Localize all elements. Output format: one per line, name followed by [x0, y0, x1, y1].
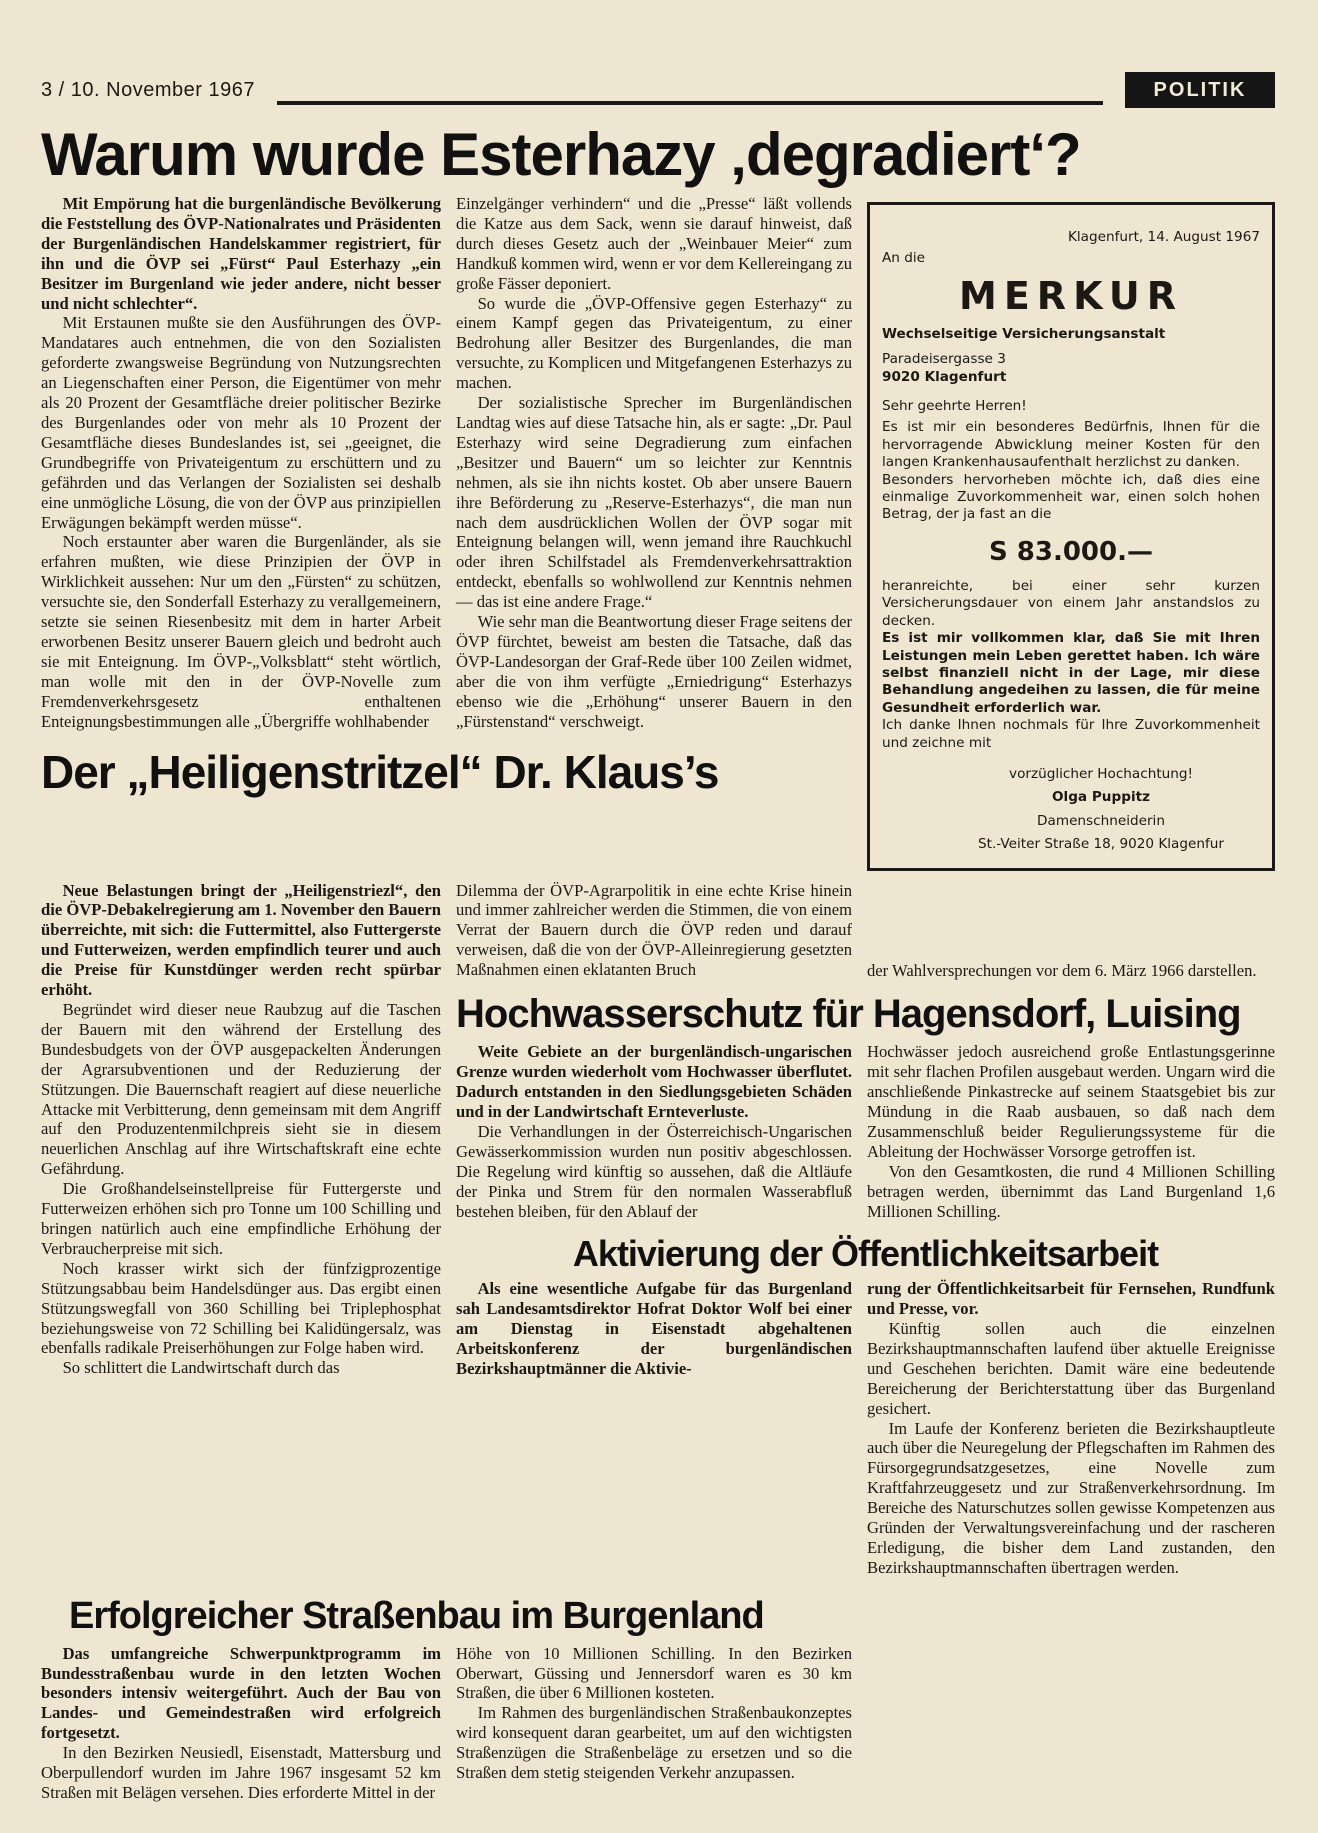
merkur-letter-ad: [867, 202, 1275, 871]
letter-signer-address: St.-Veiter Straße 18, 9020 Klagenfur: [978, 836, 1224, 853]
article-hochwasser-col1: Weite Gebiete an der burgenländisch-ungarischen Grenze wurden wiederholt vom Hochwasser überflutet. Dadurch entstanden in den Siedlungsgebieten Schäden und in der Landwirtschaft Ernteverluste. Die Verhandlungen in der Österreichisch-Ungarischen Gewässerkommission wurden nun positiv abgeschlossen. Die Regelung wird künftig so aussehen, daß die Altläufe der Pinka und Strem für den normalen Wasserabfluß bestehen bleiben, für den Ablauf der: [456, 1042, 852, 1221]
header-rule: [277, 101, 1103, 105]
company-subtitle: Wechselseitige Versicherungsanstalt: [882, 325, 1166, 342]
block-article5: [41, 1588, 852, 1803]
article-strassenbau-col1: Das umfangreiche Schwerpunktprogramm im Bundesstraßenbau wurde in den letzten Wochen besonders intensiv weitergeführt. Auch der Bau von Landes- und Gemeindestraßen wird erfolgreich fortgesetzt. In den Bezirken Neusiedl, Eisenstadt, Mattersburg und Oberpullendorf wurden im Jahre 1967 insgesamt 52 km Straßen mit Belägen versehen. Dies erforderte Mittel in der: [41, 1643, 441, 1802]
letter-paragraph: Es ist mir ein besonderes Bedürfnis, Ihnen für die hervorragende Abwicklung meiner Kosten für den langen Krankenhausaufenthalt herzlichst zu danken.: [882, 419, 1260, 471]
letter-paragraph: heranreichte, bei einer sehr kurzen Versicherungsdauer von einem Jahr anstandslos zu decken.: [882, 577, 1260, 629]
page-date-line: 3 / 10. November 1967: [41, 78, 255, 101]
letter-signer-profession: Damenschneiderin: [1037, 812, 1165, 829]
article-oeffentlichkeitsarbeit-col2: rung der Öffentlichkeitsarbeit für Fernsehen, Rundfunk und Presse, vor. Künftig sollen auch die einzelnen Bezirkshauptmannschaften laufend über aktuelle Ereignisse und Geschehen berichten. Damit wäre eine bedeutende Bereicherung der Berichterstattung über das Burgenland gesichert. Im Laufe der Konferenz berieten die Bezirkshauptleute auch über die Neuregelung der Pflegschaften im Rahmen des Fürsorgegrundsatzgesetzes, eine Novelle zum Kraftfahrzeuggesetz und zur Straßenverkehrsordnung. Im Bereiche des Naturschutzes sollen gewisse Kompetenzen aus Gründen der Verwaltungsvereinfachung und der rascheren Erledigung, die bisher dem Land zustanden, den Bezirkshauptmannschaften übertragen werden.: [867, 1279, 1275, 1577]
article-heiligenstritzel-col1: Neue Belastungen bringt der „Heiligenstriezl“, den die ÖVP-Debakelregierung am 1. November den Bauern überreichte, mit sich: die Futtermittel, also Futtergerste und Futterweizen, werden empfindlich teurer und auch die Preise für Kunstdünger werden recht spürbar erhöht. Begründet wird dieser neue Raubzug auf die Taschen der Bauern mit den während der Erstellung des Bundesbudgets von der ÖVP ausgepackelten Änderungen der Agrarsubventionen und der Reduzierung der Stützungen. Die Bauernschaft reagiert auf diese neuerliche Attacke mit Verbitterung, denn gemeinsam mit dem Angriff auf den Produzentenmilchpreis sieht sie in diesem neuerlichen Anschlag auf ihre Wirtschaftskraft eine echte Gefährdung. Die Großhandelseinstellpreise für Futtergerste und Futterweizen erhöhen sich pro Tonne um 100 Schilling und bringen natürlich auch eine empfindliche Erhöhung der Verbraucherpreise mit sich. Noch krasser wirkt sich der fünfzigprozentige Stützungsabbau beim Handelsdünger aus. Das ergibt einen Stützungswegfall von 360 Schilling bei Triplephosphat beziehungsweise von 72 Schilling bei Kalidüngersalz, was ebenfalls radikale Preiserhöhungen zur Folge haben wird. So schlittert die Landwirtschaft durch das: [41, 880, 441, 1378]
company-city: 9020 Klagenfurt: [882, 368, 1007, 385]
article-hochwasser-col2: Hochwässer jedoch ausreichend große Entlastungsgerinne mit sehr flachen Profilen ausgebaut werden. Ungarn wird die anschließende Pinkastrecke auf seinem Staatsgebiet bis zur Mündung in die Raab ausbauen, so daß nach dem Zusammenschluß beider Regulierungssysteme für die Ableitung der Hochwässer Vorsorge getroffen ist. Von den Gesamtkosten, die rund 4 Millionen Schilling betragen werden, übernimmt das Land Burgenland 1,6 Millionen Schilling.: [867, 1042, 1275, 1221]
article-strassenbau-col2: Höhe von 10 Millionen Schilling. In den Bezirken Oberwart, Güssing und Jennersdorf waren es 30 km Straßen, die über 6 Millionen kosteten. Im Rahmen des burgenländischen Straßenbaukonzeptes wird konsequent daran gearbeitet, um auf den wichtigsten Straßenzügen die Straßenbeläge zu ersetzen und so die Straßen dem stetig steigenden Verkehr anzupassen.: [456, 1643, 852, 1783]
letter-recipient-prefix: An die: [882, 250, 926, 267]
headline-oeffentlichkeitsarbeit: Aktivierung der Öffentlichkeitsarbeit: [572, 1232, 1159, 1274]
block-article1-letter: [41, 194, 1275, 871]
letter-closing: vorzüglicher Hochachtung!: [1009, 765, 1193, 782]
headline-esterhazy: Warum wurde Esterhazy ‚degradiert‘?: [41, 121, 1081, 188]
letter-paragraph: Ich danke Ihnen nochmals für Ihre Zuvorkommenheit und zeichne mit: [882, 717, 1260, 751]
letter-paragraph: Besonders hervorheben möchte ich, daß dies eine einmalige Zuvorkommenheit war, einen solch hohen Betrag, der ja fast an die: [882, 471, 1260, 523]
company-street: Paradeisergasse 3: [882, 351, 1006, 368]
block-articles-2-3-4: [41, 881, 1275, 1578]
headline-heiligenstritzel: Der „Heiligenstritzel“ Dr. Klaus’s: [41, 746, 719, 799]
section-badge: POLITIK: [1125, 72, 1275, 108]
headline-strassenbau: Erfolgreicher Straßenbau im Burgenland: [69, 1594, 764, 1637]
letter-greeting: Sehr geehrte Herren!: [882, 398, 1027, 415]
article-esterhazy-col2: Einzelgänger verhindern“ und die „Presse“ läßt vollends die Katze aus dem Sack, wenn sie darauf hinweist, daß durch dieses Gesetz auch der „Weinbauer Meier“ zum Handkuß kommen wird, wenn er vor dem Kellereingang zu große Fässer deponiert. So wurde die „ÖVP-Offensive gegen Esterhazy“ zu einem Kampf gegen das Privateigentum, zu einer Bedrohung aller Besitzer des Burgenlandes, die man versuchte, zu Komplicen und Mitgefangenen Esterhazys zu machen. Der sozialistische Sprecher im Burgenländischen Landtag wies auf diese Tatsache hin, als er sagte: „Dr. Paul Esterhazy wird seine Degradierung zum einfachen „Besitzer und Bauern“ um so leichter zur Kenntnis nehmen, als sie ihn nichts kostet. Ob aber unsere Bauern ihre Beförderung zu „Reserve-Esterhazys“, die man nun nach dem ausdrücklichen Wollen der ÖVP sogar mit Enteignung belangen will, wenn jemand ihre Rauchkuchl oder ihren Schilfstadel als Fremdenverkehrsattraktion entdeckt, ebenfalls so wohlwollend zur Kenntnis nehmen — das ist eine andere Frage.“ Wie sehr man die Beantwortung dieser Frage seitens der ÖVP fürchtet, beweist am besten die Tatsache, daß das ÖVP-Landesorgan der Graf-Rede über 100 Zeilen widmet, aber die von ihm verfügte „Erniedrigung“ Esterhazys ebenso wie die „Erhöhung“ unserer Bauern in den „Fürstenstand“ verschweigt.: [456, 194, 852, 731]
article-oeffentlichkeitsarbeit-col1: Als eine wesentliche Aufgabe für das Burgenland sah Landesamtsdirektor Hofrat Doktor Wolf bei einer am Dienstag in Eisenstadt abgehaltenen Arbeitskonferenz der burgenländischen Bezirkshauptmänner die Aktivie-: [456, 1279, 852, 1378]
letter-paragraph-bold: Es ist mir vollkommen klar, daß Sie mit Ihren Leistungen mein Leben gerettet haben. Ich wäre selbst finanziell nicht in der Lage, mir diese Behandlung angedeihen zu lassen, die für meine Gesundheit erforderlich war.: [882, 630, 1260, 716]
letter-place-date: Klagenfurt, 14. August 1967: [1067, 229, 1260, 245]
article-esterhazy-col1: Mit Empörung hat die burgenländische Bevölkerung die Feststellung des ÖVP-Nationalrates und Präsidenten der Burgenländischen Handelskammer registriert, für ihn und die ÖVP sei „Fürst“ Paul Esterhazy „ein Besitzer im Burgenland wie jeder andere, nicht besser und nicht schlechter“. Mit Erstaunen mußte sie den Ausführungen des ÖVP-Mandatares auch entnehmen, die von den Sozialisten geforderte zwangsweise Begründung von Nutzungsrechten an Liegenschaften einer Person, die Eigentümer von mehr als 20 Prozent der Gesamtfläche dreier politischer Bezirke des Burgenlandes oder von mehr als 10 Prozent der Gesamtfläche dieses Bundeslandes ist, sei „geeignet, die Grundbegriffe von Privateigentum zu erschüttern und zu gefährden und das Verlangen der Sozialisten sei deshalb eine unmögliche Lösung, die von der ÖVP aus prinzipiellen Erwägungen bekämpft werden müsse“. Noch erstaunter aber waren die Burgenländer, als sie erfahren mußten, wie diese Prinzipien der ÖVP in Wirklichkeit aussehen: Nur um den „Fürsten“ zu schützen, versuchte sie, den Sonderfall Esterhazy zu verallgemeinern, setzte sie seinen Riesenbesitz mit dem in harter Arbeit erworbenen Besitz unserer Bauern gleich und bedroht auch sie mit Enteignung. Im ÖVP-„Volksblatt“ steht wörtlich, man wolle mit den in der ÖVP-Novelle zum Fremdenverkehrsgesetz enthaltenen Enteignungsbestimmungen alle „Übergriffe wohlhabender: [41, 194, 441, 731]
page-header: [41, 72, 1275, 108]
letter-signer: Olga Puppitz: [1051, 789, 1151, 806]
headline-hochwasserschutz: Hochwasserschutz für Hagensdorf, Luising: [456, 992, 1241, 1037]
article-heiligenstritzel-col2: Dilemma der ÖVP-Agrarpolitik in eine echte Krise hinein und immer zahlreicher werden die Stimmen, die von einem Verrat der Bauern durch die ÖVP reden und darauf verweisen, daß die von der ÖVP-Alleinregierung gesetzten Maßnahmen einen eklatanten Bruch: [456, 880, 852, 980]
letter-amount: S 83.000.—: [989, 536, 1153, 567]
article-heiligenstritzel-col3: der Wahlversprechungen vor dem 6. März 1966 darstellen.: [867, 960, 1257, 980]
merkur-logo-text: MERKUR: [959, 273, 1183, 318]
